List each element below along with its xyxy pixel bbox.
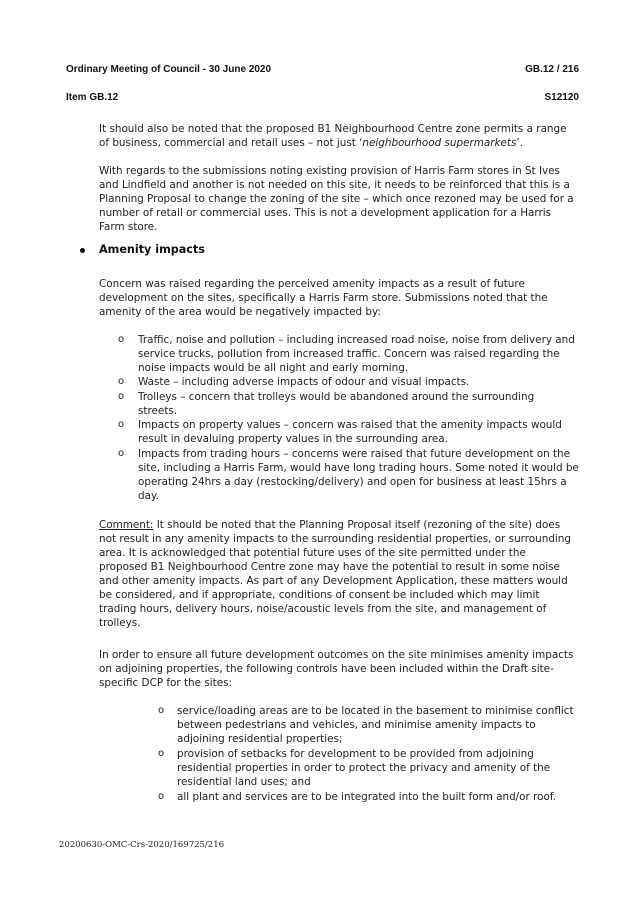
control-item: service/loading areas are to be located in the basement to minimise conflict between pedestrians and vehicles, and minimise amenity impacts to adjoining residential properties; bbox=[177, 705, 574, 745]
intro-paragraph-zone-text: It should also be noted that the proposed B1 Neighbourhood Centre zone permits a range of business, commercial and retail uses – not just ‘ bbox=[99, 123, 567, 149]
section-heading: Amenity impacts bbox=[99, 243, 205, 256]
file-reference: S12120 bbox=[544, 92, 579, 103]
impact-item: Traffic, noise and pollution – including increased road noise, noise from delivery and service trucks, pollution from increased traffic. Concern was raised regarding the noise impacts would be all night and early morning. bbox=[138, 334, 575, 374]
page-reference: GB.12 / 216 bbox=[525, 64, 579, 75]
list-bullet-icon: o bbox=[158, 705, 165, 716]
meeting-title: Ordinary Meeting of Council - 30 June 2020 bbox=[66, 64, 272, 75]
comment-text: It should be noted that the Planning Proposal itself (rezoning of the site) does not result in any amenity impacts to the surrounding residential properties, or surrounding area. It is acknowledged that potential future uses of the site permitted under the proposed B1 Neighbourhood Centre zone may have the potential to result in some noise and other amenity impacts. As part of any Development Application, these matters would be considered, and if appropriate, conditions of consent be included which may limit trading hours, delivery hours, noise/acoustic levels from the site, and management of trolleys. bbox=[99, 519, 571, 629]
list-bullet-icon: o bbox=[118, 448, 125, 459]
impact-item: Trolleys – concern that trolleys would be abandoned around the surrounding streets. bbox=[138, 391, 535, 417]
list-bullet-icon: o bbox=[158, 791, 165, 802]
impact-item: Waste – including adverse impacts of odour and visual impacts. bbox=[138, 376, 470, 388]
intro-paragraph-zone bbox=[99, 122, 577, 150]
controls-intro-paragraph: In order to ensure all future development outcomes on the site minimises amenity impacts on adjoining properties, the following controls have been included within the Draft site-specific DCP for the sites: bbox=[99, 649, 574, 689]
concern-paragraph: Concern was raised regarding the perceived amenity impacts as a result of future development on the sites, specifically a Harris Farm store. Submissions noted that the amenity of the area would be negatively impacted by: bbox=[99, 278, 548, 318]
list-bullet-icon: o bbox=[158, 748, 165, 759]
quoted-term: neighbourhood supermarkets bbox=[362, 137, 517, 149]
list-bullet-icon: o bbox=[118, 376, 125, 387]
impact-item: Impacts on property values – concern was raised that the amenity impacts would result in devaluing property values in the surrounding area. bbox=[138, 419, 562, 445]
document-footer-reference: 20200630-OMC-Crs-2020/169725/216 bbox=[59, 840, 225, 850]
impact-item: Impacts from trading hours – concerns were raised that future development on the site, including a Harris Farm, would have long trading hours. Some noted it would be operating 24hrs a day (restocking/delivery) and open for business at least 15hrs a day. bbox=[138, 448, 579, 502]
item-number: Item GB.12 bbox=[66, 92, 119, 103]
list-bullet-icon: o bbox=[118, 391, 125, 402]
comment-paragraph bbox=[99, 518, 577, 630]
section-bullet-icon bbox=[80, 248, 85, 253]
list-bullet-icon: o bbox=[118, 419, 125, 430]
comment-label: Comment: bbox=[99, 519, 154, 531]
control-item: all plant and services are to be integrated into the built form and/or roof. bbox=[177, 791, 557, 803]
quote-close: ’. bbox=[516, 137, 524, 149]
intro-paragraph-harris-farm: With regards to the submissions noting existing provision of Harris Farm stores in St Ives and Lindfield and another is not needed on this site, it needs to be reinforced that this is a Planning Proposal to change the zoning of the site – which once rezoned may be used for a number of retail or commercial uses. This is not a development application for a Harris Farm store. bbox=[99, 165, 574, 233]
control-item: provision of setbacks for development to be provided from adjoining residential properties in order to protect the privacy and amenity of the residential land uses; and bbox=[177, 748, 551, 788]
list-bullet-icon: o bbox=[118, 334, 125, 345]
